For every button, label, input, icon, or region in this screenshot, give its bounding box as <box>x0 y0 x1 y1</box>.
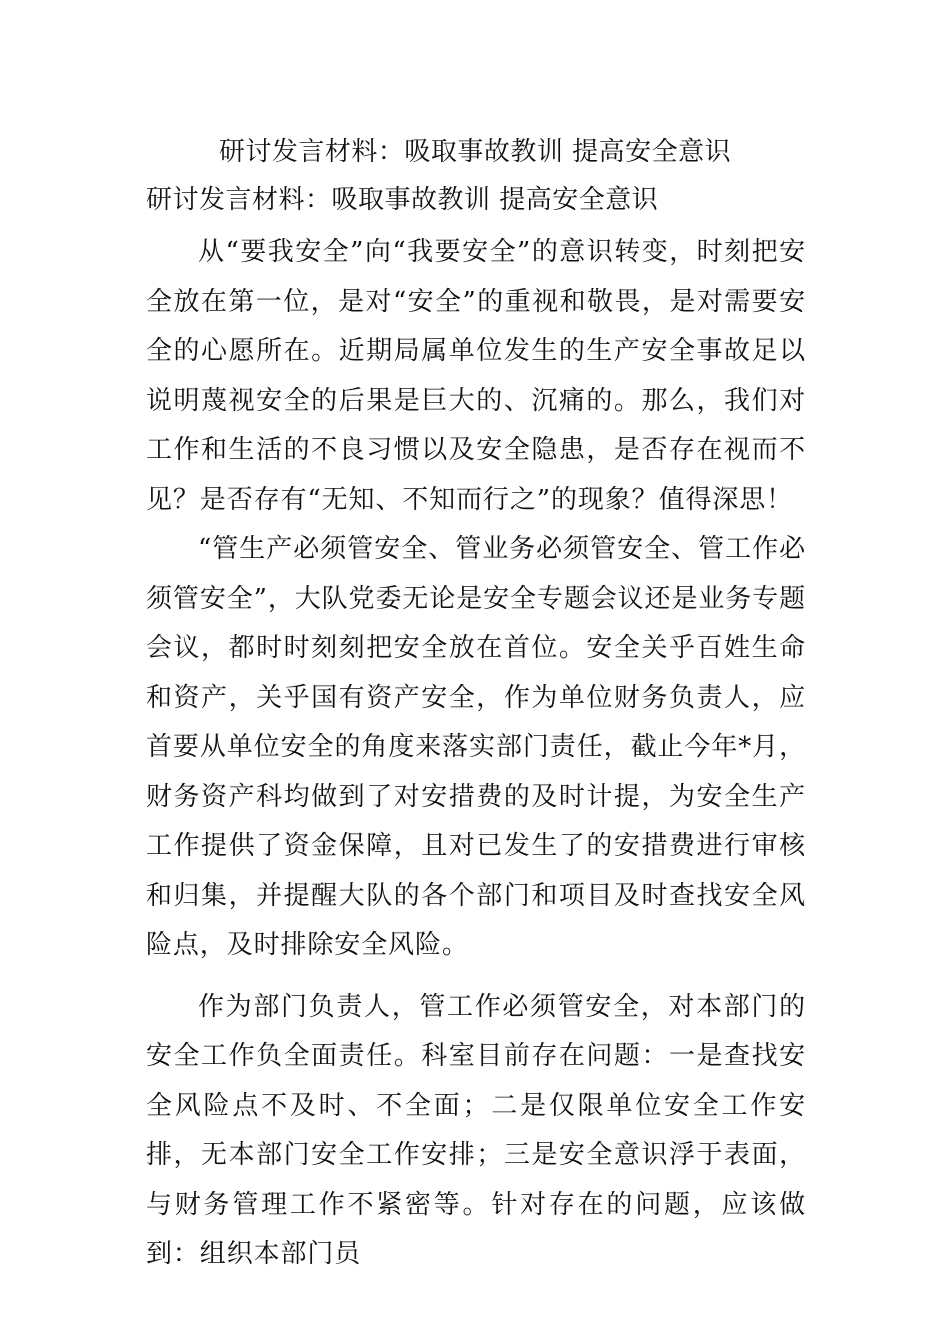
paragraph-1: 从“要我安全”向“我要安全”的意识转变，时刻把安全放在第一位，是对“安全”的重视和敬畏，是对需要安全的心愿所在。近期局属单位发生的生产安全事故足以说明蔑视安全的后果是巨大的、沉痛的。那么，我们对工作和生活的不良习惯以及安全隐患，是否存在视而不见？是否存有“无知、不知而行之”的现象？值得深思！ <box>146 237 806 515</box>
document-title: 研讨发言材料：吸取事故教训 提高安全意识 <box>218 137 732 167</box>
paragraph-3: 作为部门负责人，管工作必须管安全，对本部门的安全工作负全面责任。科室目前存在问题：一是查找安全风险点不及时、不全面；二是仅限单位安全工作安排，无本部门安全工作安排；三是安全意识浮于表面，与财务管理工作不紧密等。针对存在的问题，应该做到：组织本部门员 <box>146 991 806 1269</box>
document-subtitle: 研讨发言材料：吸取事故教训 提高安全意识 <box>146 185 659 215</box>
document-body <box>146 228 806 1280</box>
paragraph-2: “管生产必须管安全、管业务必须管安全、管工作必须管安全”，大队党委无论是安全专题会议还是业务专题会议，都时时刻刻把安全放在首位。安全关乎百姓生命和资产，关乎国有资产安全，作为单位财务负责人，应首要从单位安全的角度来落实部门责任，截止今年*月，财务资产科均做到了对安措费的及时计提，为安全生产工作提供了资金保障，且对已发生了的安措费进行审核和归集，并提醒大队的各个部门和项目及时查找安全风险点，及时排除安全风险。 <box>146 534 806 960</box>
